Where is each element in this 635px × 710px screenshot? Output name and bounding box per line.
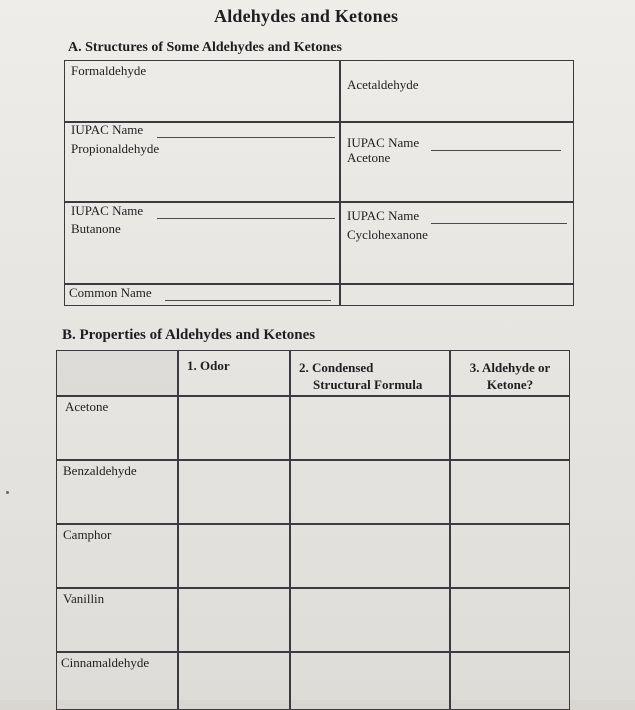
iupac-name-blank[interactable]: [157, 137, 335, 138]
iupac-name-label: IUPAC Name: [71, 203, 144, 218]
column-divider: [177, 351, 179, 709]
cell-butanone-label: Butanone: [71, 221, 121, 236]
cell-acetone-label: Acetone: [347, 150, 391, 165]
column-header-structural-formula: [299, 359, 422, 393]
properties-table: [56, 350, 570, 710]
column-divider: [449, 351, 451, 709]
cell-formaldehyde-label: Formaldehyde: [71, 63, 147, 78]
iupac-name-label: IUPAC Name: [71, 122, 144, 137]
section-b-heading: B. Properties of Aldehydes and Ketones: [62, 327, 316, 343]
column-header-odor: [187, 357, 230, 374]
column-header-aldehyde-or-ketone: [455, 359, 565, 393]
common-name-label: Common Name: [69, 285, 152, 300]
cell-cyclohexanone-label: Cyclohexanone: [347, 227, 428, 242]
row-divider: [57, 587, 569, 589]
iupac-name-label: IUPAC Name: [347, 208, 420, 223]
column-header-line: 3. Aldehyde or: [469, 360, 551, 375]
row-label-vanillin: Vanillin: [63, 591, 105, 606]
structures-table: [64, 60, 574, 306]
row-label-camphor: Camphor: [63, 527, 112, 542]
column-divider: [339, 61, 341, 305]
column-header-line: 1. Odor: [187, 358, 230, 373]
page-title: Aldehydes and Ketones: [214, 6, 399, 26]
iupac-name-blank[interactable]: [157, 218, 335, 219]
section-a-heading: A. Structures of Some Aldehydes and Ketones: [68, 40, 342, 55]
column-divider: [289, 351, 291, 709]
iupac-name-blank[interactable]: [431, 223, 567, 224]
column-header-line: Ketone?: [486, 377, 534, 392]
column-header-line: Structural Formula: [313, 377, 423, 392]
row-divider: [57, 651, 569, 653]
iupac-name-label: IUPAC Name: [347, 135, 420, 150]
common-name-blank[interactable]: [165, 300, 331, 301]
row-label-benzaldehyde: Benzaldehyde: [63, 463, 137, 478]
cell-propionaldehyde-label: Propionaldehyde: [71, 141, 160, 156]
margin-mark: [6, 491, 9, 494]
row-divider: [57, 395, 569, 397]
column-header-line: 2. Condensed: [299, 360, 374, 375]
iupac-name-blank[interactable]: [431, 150, 561, 151]
row-label-acetone: Acetone: [65, 399, 109, 414]
cell-acetaldehyde-label: Acetaldehyde: [347, 77, 419, 92]
row-label-cinnamaldehyde: Cinnamaldehyde: [61, 655, 150, 670]
row-divider: [57, 523, 569, 525]
header-shade: [57, 351, 177, 395]
row-divider: [57, 459, 569, 461]
